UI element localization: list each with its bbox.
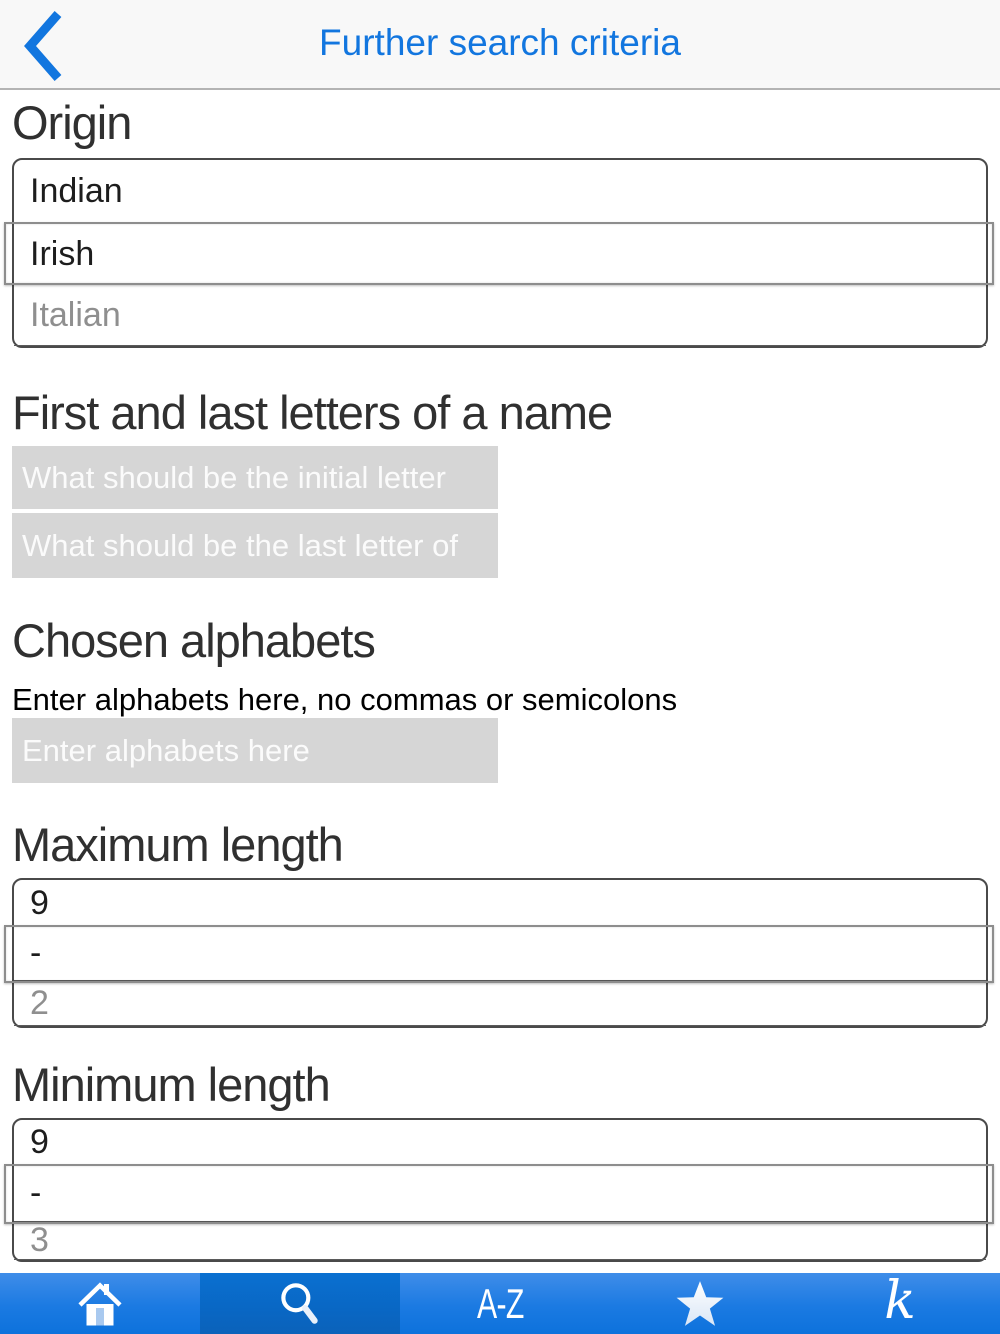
search-icon bbox=[274, 1278, 326, 1330]
tab-favorites[interactable] bbox=[600, 1273, 800, 1334]
page-title: Further search criteria bbox=[319, 22, 681, 63]
min-length-option-9[interactable]: 9 bbox=[14, 1120, 986, 1166]
star-icon bbox=[674, 1278, 726, 1330]
max-length-heading: Maximum length bbox=[12, 818, 343, 871]
origin-option-italian[interactable]: Italian bbox=[14, 285, 986, 346]
tab-search[interactable] bbox=[200, 1273, 400, 1334]
origin-heading: Origin bbox=[12, 96, 132, 149]
origin-option-indian[interactable]: Indian bbox=[14, 160, 986, 224]
home-icon bbox=[75, 1279, 125, 1329]
max-length-option-2[interactable]: 2 bbox=[14, 981, 986, 1026]
k-logo: k bbox=[884, 1270, 916, 1331]
letters-heading: First and last letters of a name bbox=[12, 386, 613, 439]
max-length-option-dash[interactable]: - bbox=[14, 927, 986, 981]
origin-picker bbox=[12, 158, 988, 348]
tab-k-app[interactable] bbox=[800, 1270, 1000, 1334]
min-length-option-3[interactable]: 3 bbox=[14, 1222, 986, 1260]
alphabets-heading: Chosen alphabets bbox=[12, 614, 375, 667]
origin-option-irish[interactable]: Irish bbox=[14, 224, 986, 285]
tab-home[interactable] bbox=[0, 1273, 200, 1334]
min-length-option-dash[interactable]: - bbox=[14, 1166, 986, 1222]
az-label: A-Z bbox=[476, 1279, 524, 1327]
max-length-option-9[interactable]: 9 bbox=[14, 880, 986, 927]
header bbox=[0, 0, 1000, 90]
alphabets-hint: Enter alphabets here, no commas or semicolons bbox=[12, 682, 678, 717]
tab-bar bbox=[0, 1270, 1000, 1334]
alphabets-input[interactable] bbox=[12, 718, 498, 783]
initial-letter-input[interactable] bbox=[12, 446, 498, 509]
min-length-picker bbox=[12, 1118, 988, 1262]
last-letter-input[interactable] bbox=[12, 513, 498, 578]
min-length-heading: Minimum length bbox=[12, 1058, 330, 1111]
max-length-picker bbox=[12, 878, 988, 1028]
tab-az-index[interactable] bbox=[400, 1273, 600, 1334]
